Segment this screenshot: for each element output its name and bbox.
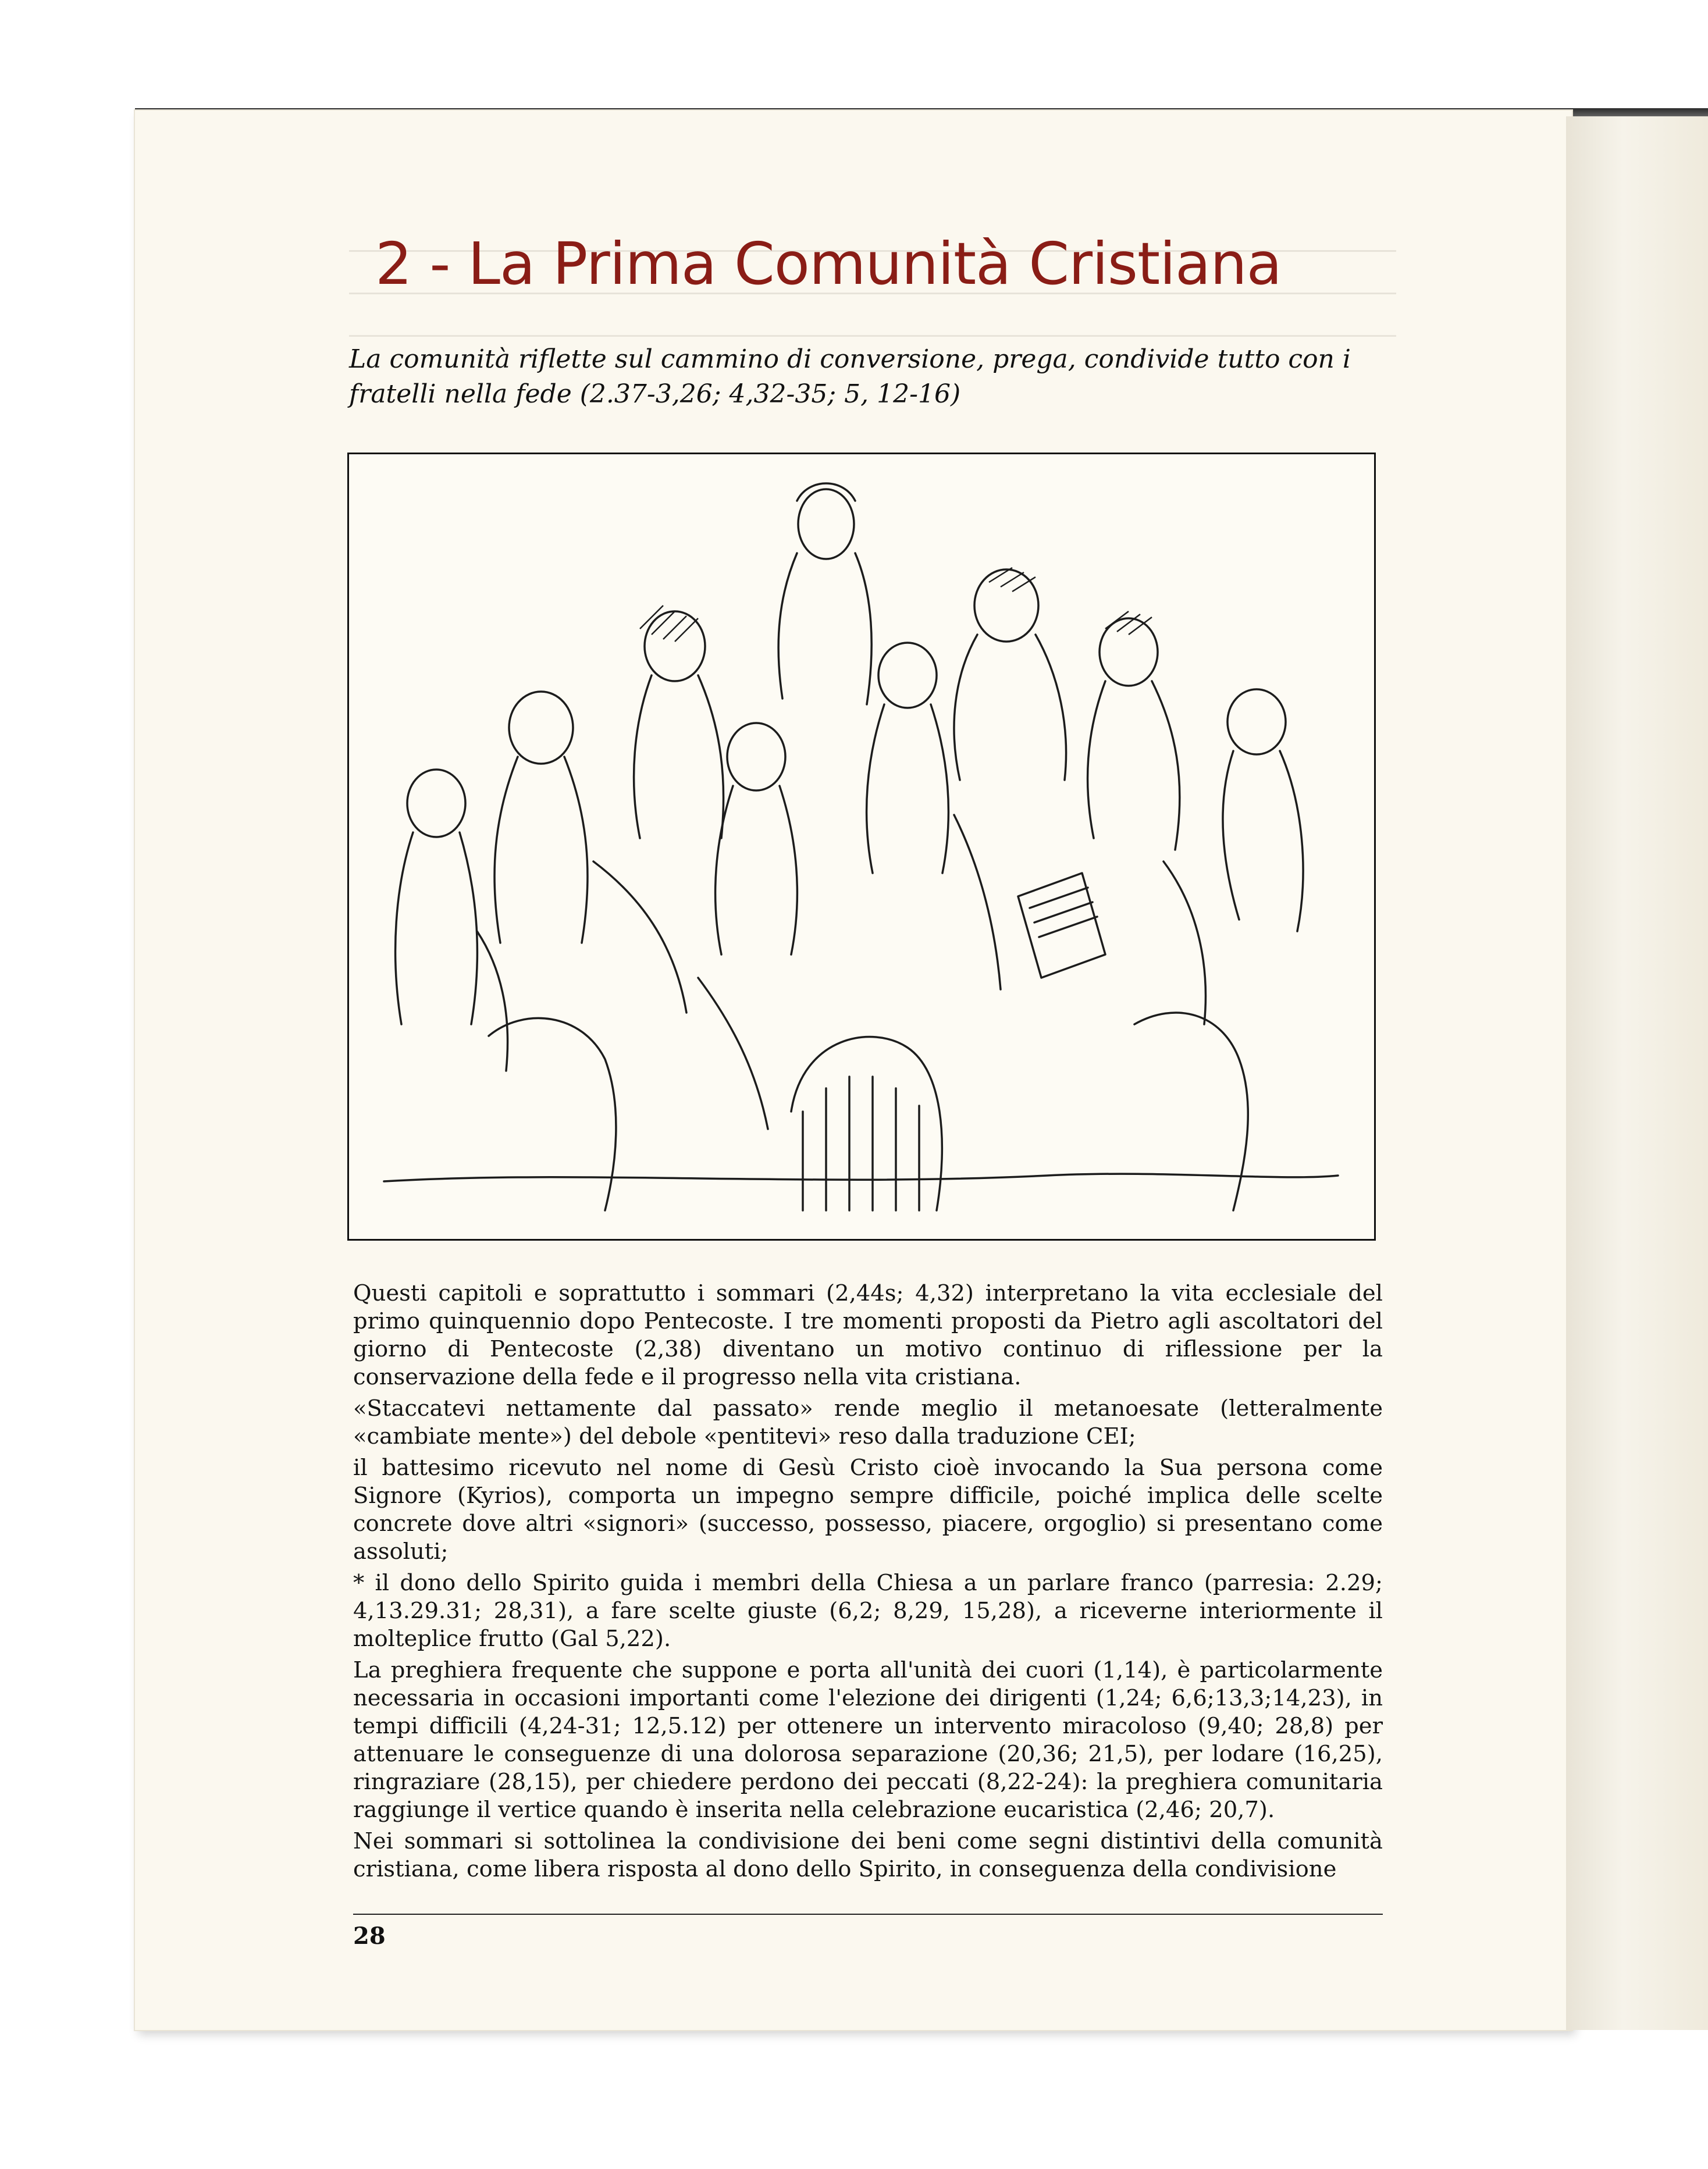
body-text [353, 1280, 1383, 1887]
paragraph: La preghiera frequente che suppone e porta all'unità dei cuori (1,14), è particolarmente necessaria in occasioni importanti come l'elezione dei dirigenti (1,24; 6,6;13,3;14,23), in tempi difficili (4,24-31; 12,5.12) per ottenere un intervento miracoloso (9,40; 28,8) per attenuare le conseguenze di una dolorosa separazione (20,36; 21,5), per lodare (16,25), ringraziare (28,15), per chiedere perdono dei peccati (8,22-24): la preghiera comunitaria raggiunge il vertice quando è inserita nella celebrazione eucaristica (2,46; 20,7). [353, 1657, 1383, 1823]
community-illustration [347, 453, 1376, 1241]
paragraph: Nei sommari si sottolinea la condivisione dei beni come segni distintivi della comunità cristiana, come libera risposta al dono dello Spirito, in conseguenza della condivisione [353, 1828, 1383, 1882]
paragraph: il battesimo ricevuto nel nome di Gesù Cristo cioè invocando la Sua persona come Signore (Kyrios), comporta un impegno sempre difficile, poiché implica delle scelte concrete dove altri «signori» (successo, possesso, piacere, orgoglio) si presentano come assoluti; [353, 1455, 1383, 1565]
chapter-subtitle: La comunità riflette sul cammino di conversione, prega, condivide tutto con i fratelli nella fede (2.37-3,26; 4,32-35; 5, 12-16) [349, 344, 1351, 409]
sketch-drawing [349, 454, 1374, 1239]
paragraph: «Staccatevi nettamente dal passato» rende meglio il metanoesate (letteralmente «cambiate mente») del debole «pentitevi» reso dalla traduzione CEI; [353, 1395, 1383, 1449]
paragraph: * il dono dello Spirito guida i membri della Chiesa a un parlare franco (parresia: 2.29; 4,13.29.31; 28,31), a fare scelte giuste (6,2; 8,29, 15,28), a riceverne interiormente il molteplice frutto (Gal 5,22). [353, 1570, 1383, 1652]
chapter-title: 2 - La Prima Comunità Cristiana [375, 230, 1282, 298]
facing-page-edge [1566, 116, 1708, 2030]
page-number: 28 [353, 1922, 386, 1950]
paragraph: Questi capitoli e soprattutto i sommari (2,44s; 4,32) interpretano la vita ecclesiale del primo quinquennio dopo Pentecoste. I tre momenti proposti da Pietro agli ascoltatori del giorno di Pentecoste (2,38) diventano un motivo continuo di riflessione per la conservazione della fede e il progresso nella vita cristiana. [353, 1280, 1383, 1390]
footer-rule [353, 1914, 1383, 1915]
